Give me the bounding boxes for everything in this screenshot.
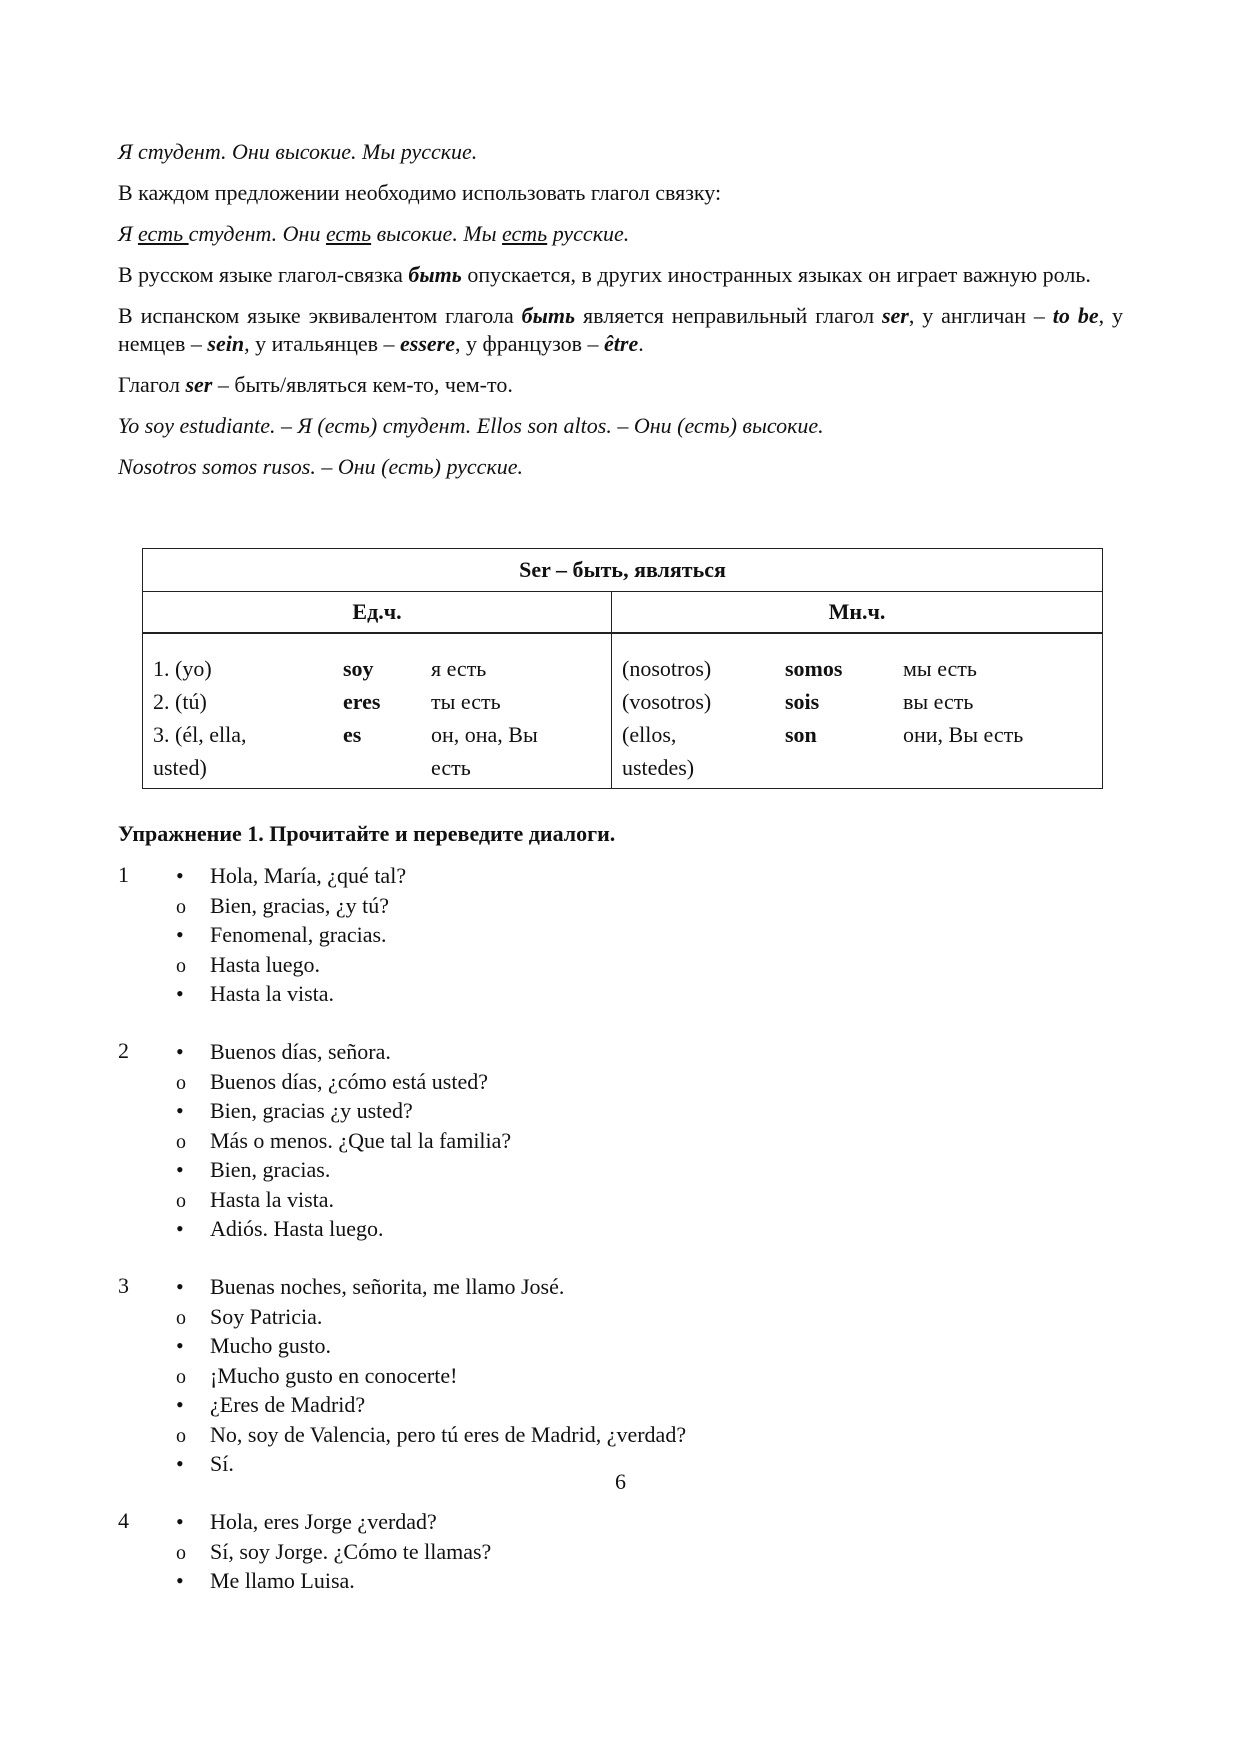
list-item: • Bien, gracias ¿y usted?	[172, 1096, 1018, 1126]
list-item: o Más o menos. ¿Que tal la familia?	[172, 1126, 1018, 1156]
dialog-number: 3	[118, 1273, 129, 1298]
list-item: o Hasta la vista.	[172, 1185, 1018, 1215]
list-item: o No, soy de Valencia, pero tú eres de Madrid, ¿verdad?	[172, 1420, 1018, 1450]
dialog-number: 2	[118, 1038, 129, 1063]
table-row: (ellos, son они, Вы есть	[622, 722, 1024, 747]
copula-word: есть	[502, 221, 548, 246]
table-title: Ser – быть, являться	[143, 549, 1103, 592]
table-row: 1. (yo) soy я есть	[153, 656, 487, 681]
plural-header: Мн.ч.	[612, 592, 1103, 634]
circle-bullet-icon	[176, 1361, 186, 1393]
table-row: ustedes)	[622, 755, 695, 780]
dialog-lines	[118, 1037, 1018, 1244]
exercise-title: Упражнение 1. Прочитайте и переведите диалоги.	[118, 821, 616, 846]
list-item: • ¿Eres de Madrid?	[172, 1390, 1018, 1420]
list-item: o Hasta luego.	[172, 950, 1018, 980]
bullet-icon	[176, 1037, 184, 1067]
table-row: usted) есть	[153, 755, 471, 780]
list-item: • Hola, eres Jorge ¿verdad?	[172, 1507, 1018, 1537]
example-sentence-2: Nosotros somos rusos. – Они (есть) русские.	[118, 454, 524, 479]
bullet-icon	[176, 1155, 184, 1185]
table-row: 3. (él, ella, es он, она, Вы	[153, 722, 538, 747]
singular-cell	[143, 633, 612, 789]
list-item: • Hola, María, ¿qué tal?	[172, 861, 1018, 891]
bullet-icon	[176, 861, 184, 891]
bullet-icon	[176, 1331, 184, 1361]
examples-plain: Я студент. Они высокие. Мы русские.	[118, 139, 478, 164]
ser-definition: Глагол ser – быть/являться кем-то, чем-то.	[118, 372, 513, 397]
dialog-1	[118, 861, 1018, 1009]
dialog-2	[118, 1037, 1018, 1244]
copula-word: есть	[325, 221, 372, 246]
bullet-icon	[176, 1214, 184, 1244]
list-item: • Sí.	[172, 1449, 1018, 1479]
copula-note: В каждом предложении необходимо использовать глагол связку:	[118, 180, 722, 205]
bullet-icon	[176, 1272, 184, 1302]
examples-copula: Я есть студент. Они есть высокие. Мы есть русские.	[118, 221, 630, 246]
table-row: 2. (tú) eres ты есть	[153, 689, 501, 714]
conjugation-table	[142, 548, 1103, 789]
list-item: • Mucho gusto.	[172, 1331, 1018, 1361]
circle-bullet-icon	[176, 1302, 186, 1334]
circle-bullet-icon	[176, 1126, 186, 1158]
list-item: • Adiós. Hasta luego.	[172, 1214, 1018, 1244]
list-item: • Hasta la vista.	[172, 979, 1018, 1009]
list-item: • Fenomenal, gracias.	[172, 920, 1018, 950]
equivalents-paragraph: В испанском языке эквивалентом глагола быть является неправильный глагол ser, у англичан – to be, у немцев – sein, у итальянцев – essere, у французов – être.	[118, 303, 1123, 356]
list-item: o Buenos días, ¿cómo está usted?	[172, 1067, 1018, 1097]
dialog-number: 1	[118, 862, 129, 887]
bullet-icon	[176, 979, 184, 1009]
dialog-lines	[118, 861, 1018, 1009]
bullet-icon	[176, 1390, 184, 1420]
plural-cell	[612, 633, 1103, 789]
page-number: 6	[615, 1469, 626, 1494]
circle-bullet-icon	[176, 1420, 186, 1452]
table-row: (nosotros) somos мы есть	[622, 656, 977, 681]
circle-bullet-icon	[176, 1067, 186, 1099]
document-page	[118, 138, 1123, 1593]
circle-bullet-icon	[176, 1537, 186, 1569]
list-item: • Buenas noches, señorita, me llamo José.	[172, 1272, 1018, 1302]
list-item: o Bien, gracias, ¿y tú?	[172, 891, 1018, 921]
list-item: o Sí, soy Jorge. ¿Cómo te llamas?	[172, 1537, 1018, 1567]
bullet-icon	[176, 1566, 184, 1596]
circle-bullet-icon	[176, 950, 186, 982]
list-item: • Bien, gracias.	[172, 1155, 1018, 1185]
list-item: o ¡Mucho gusto en conocerte!	[172, 1361, 1018, 1391]
bullet-icon	[176, 1507, 184, 1537]
list-item: o Soy Patricia.	[172, 1302, 1018, 1332]
circle-bullet-icon	[176, 1185, 186, 1217]
bullet-icon	[176, 1096, 184, 1126]
singular-header: Ед.ч.	[143, 592, 612, 634]
bullet-icon	[176, 920, 184, 950]
circle-bullet-icon	[176, 891, 186, 923]
dialog-lines	[118, 1272, 1018, 1479]
copula-word: есть	[137, 221, 189, 246]
dialog-3	[118, 1272, 1018, 1479]
dialog-4	[118, 1507, 1018, 1596]
dialog-number: 4	[118, 1508, 129, 1533]
table-row: (vosotros) sois вы есть	[622, 689, 974, 714]
dialog-lines	[118, 1507, 1018, 1596]
list-item: • Buenos días, señora.	[172, 1037, 1018, 1067]
list-item: • Me llamo Luisa.	[172, 1566, 1018, 1596]
copula-omitted-paragraph: В русском языке глагол-связка быть опускается, в других иностранных языках он играет важную роль.	[118, 262, 1091, 287]
example-sentence-1: Yo soy estudiante. – Я (есть) студент. Ellos son altos. – Они (есть) высокие.	[118, 413, 824, 438]
